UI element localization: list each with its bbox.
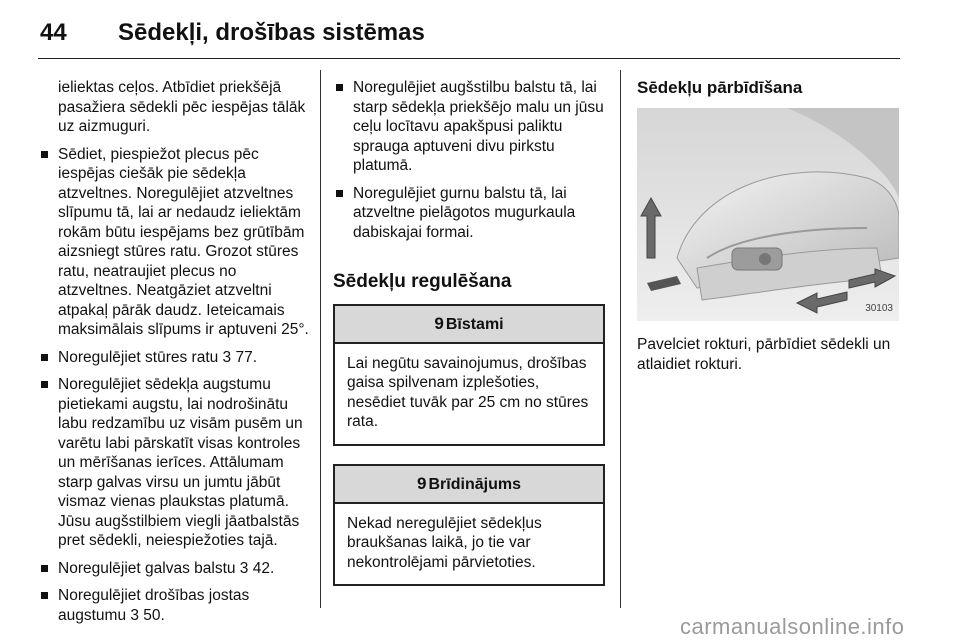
list-item: Noregulējiet drošības jostas augstumu 3 50. (38, 586, 310, 625)
warning-text: Nekad neregulējiet sēdekļus braukšanas laikā, jo tie var nekontrolējami pārvietoties. (347, 514, 542, 571)
column-2 (333, 78, 605, 604)
bullet-list (333, 78, 605, 242)
seat-illustration (637, 108, 899, 321)
warning-triangle-icon: 9 (434, 313, 444, 333)
danger-title: Bīstami (445, 315, 504, 333)
column-divider (620, 70, 621, 608)
list-item: Noregulējiet galvas balstu 3 42. (38, 559, 310, 579)
bullet-list (38, 145, 310, 626)
list-item: Noregulējiet sēdekļa augstumu pietiekami augstu, lai nodrošinātu labu redzamību uz visām pusēm un varētu labi pārskatīt visas kontroles un mērīšanas ierīces. Attālumam starp galvas virsu un jumtu jābūt vismaz vienas plaukstas platumā. Jūsu augšstilbiem viegli jāatbalstās pret sēdekli, neiespiežoties tajā. (38, 375, 310, 551)
warning-box (333, 464, 605, 587)
danger-text: Lai negūtu savainojumus, drošības gaisa spilvenam izplešoties, nesēdiet tuvāk par 25 cm no stūres rata. (347, 354, 589, 430)
section-title-seat-adjustment: Sēdekļu regulēšana (333, 271, 512, 292)
danger-box (333, 304, 605, 446)
warning-box-header (335, 466, 603, 504)
watermark: carmanualsonline.info (680, 614, 905, 639)
page-number: 44 (40, 19, 67, 46)
figure-id: 30103 (865, 302, 893, 314)
column-3 (637, 78, 909, 390)
page-title: Sēdekļi, drošības sistēmas (118, 19, 425, 46)
warning-triangle-icon: 9 (417, 473, 427, 493)
list-item: Noregulējiet stūres ratu 3 77. (38, 348, 310, 368)
list-item: Noregulējiet gurnu balstu tā, lai atzveltne pielāgotos mugurkaula dabiskajai formai. (333, 184, 605, 243)
warning-title: Brīdinājums (428, 475, 521, 493)
list-item: Sēdiet, piespiežot plecus pēc iespējas ciešāk pie sēdekļa atzveltnes. Noregulējiet atzveltnes slīpumu tā, lai ar nedaudz ieliektām rokām būtu iespējams bez grūtībām aizsniegt stūres ratu. Grozot stūres ratu, neatraujiet plecus no atzveltnes. Neatgāziet atzveltni atpakaļ pārāk daudz. Ieteicamais maksimālais slīpums ir aptuveni 25°. (38, 145, 310, 340)
danger-box-header (335, 306, 603, 344)
continuation-paragraph: ieliektas ceļos. Atbīdiet priekšējā pasažiera sēdekli pēc iespējas tālāk uz aizmuguri. (58, 79, 306, 135)
column-divider (320, 70, 321, 608)
figure-caption: Pavelciet rokturi, pārbīdiet sēdekli un atlaidiet rokturi. (637, 336, 891, 373)
column-1 (38, 78, 310, 625)
list-item: Noregulējiet augšstilbu balstu tā, lai starp sēdekļa priekšējo malu un jūsu ceļu locītavu apakšpusi paliktu sprauga aptuveni divu pirkstu platumā. (333, 78, 605, 176)
seat-adjustment-figure (637, 108, 899, 321)
page-header (38, 14, 900, 59)
section-title-seat-slide: Sēdekļu pārbīdīšana (637, 78, 803, 97)
